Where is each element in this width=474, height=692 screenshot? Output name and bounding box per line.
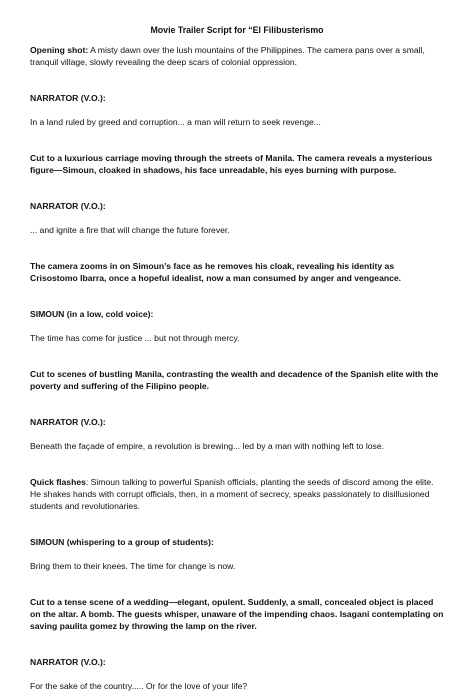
quick-flashes-label: Quick flashes [30, 477, 86, 487]
narrator-heading-3: NARRATOR (V.O.): [30, 417, 106, 427]
opening-shot-label: Opening shot: [30, 45, 89, 55]
opening-shot-paragraph [30, 44, 444, 68]
script-title: Movie Trailer Script for “El Filibusterismo [150, 25, 324, 35]
scene-direction-1: Cut to a luxurious carriage moving through the streets of Manila. The camera reveals a mysterious figure—Simoun, cloaked in shadows, his face unreadable, his eyes burning with purpose. [30, 153, 433, 175]
narrator-line-3: Beneath the façade of empire, a revolution is brewing... led by a man with nothing left to lose. [30, 441, 384, 451]
narrator-line-2: ... and ignite a fire that will change the future forever. [30, 225, 230, 235]
scene-direction-3: Cut to scenes of bustling Manila, contrasting the wealth and decadence of the Spanish elite with the poverty and suffering of the Filipino people. [30, 369, 439, 391]
simoun-heading-1: SIMOUN (in a low, cold voice): [30, 309, 154, 319]
opening-shot-text: A misty dawn over the lush mountains of the Philippines. The camera pans over a small, tranquil village, slowly revealing the deep scars of colonial oppression. [30, 45, 425, 67]
narrator-heading-1: NARRATOR (V.O.): [30, 93, 106, 103]
quick-flashes-paragraph [30, 476, 444, 512]
simoun-line-1: The time has come for justice ... but not through mercy. [30, 333, 240, 343]
simoun-heading-2: SIMOUN (whispering to a group of students): [30, 537, 214, 547]
scene-direction-4: Cut to a tense scene of a wedding—elegant, opulent. Suddenly, a small, concealed object is placed on the altar. A bomb. The guests whisper, unaware of the impending chaos. Isagani contemplating on saving paulita gomez by throwing the lamp on the river. [30, 597, 444, 631]
narrator-heading-2: NARRATOR (V.O.): [30, 201, 106, 211]
narrator-line-4: For the sake of the country..... Or for the love of your life? [30, 681, 248, 691]
simoun-line-2: Bring them to their knees. The time for change is now. [30, 561, 236, 571]
quick-flashes-text: : Simoun talking to powerful Spanish officials, planting the seeds of discord among the elite. He shakes hands with corrupt officials, then, in a moment of secrecy, speaks passionately to disillusioned students and revolutionaries. [30, 477, 434, 511]
scene-direction-2: The camera zooms in on Simoun’s face as he removes his cloak, revealing his identity as Crisostomo Ibarra, once a hopeful idealist, now a man consumed by anger and vengeance. [30, 261, 402, 283]
narrator-line-1: In a land ruled by greed and corruption... a man will return to seek revenge... [30, 117, 321, 127]
narrator-heading-4: NARRATOR (V.O.): [30, 657, 106, 667]
